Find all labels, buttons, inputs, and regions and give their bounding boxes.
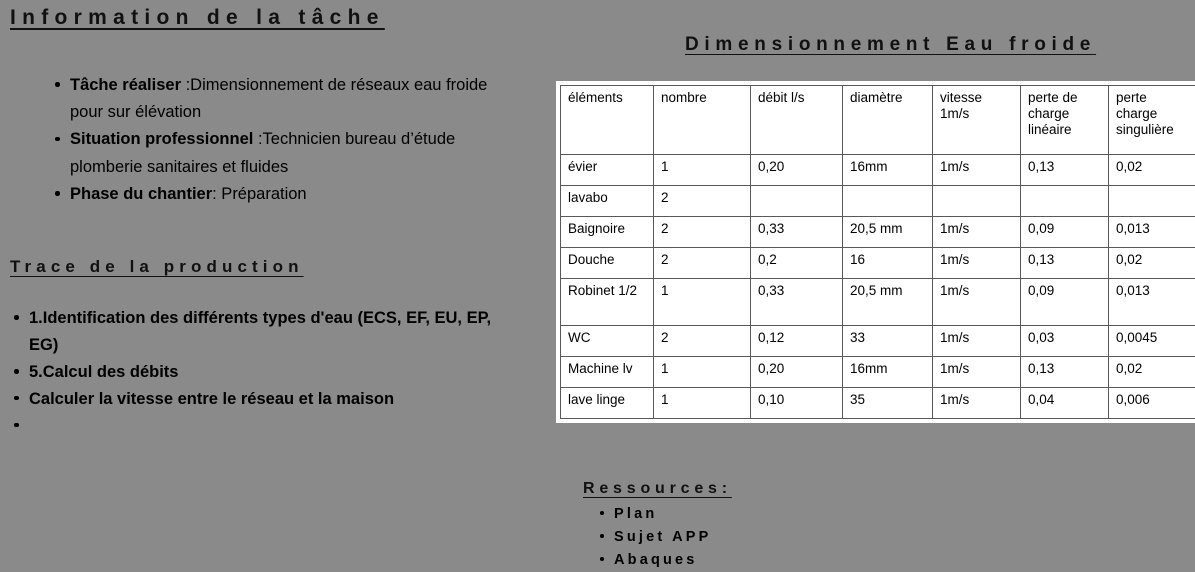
column-header: perte charge singulière <box>1109 86 1195 155</box>
table-row <box>561 388 1195 419</box>
task-info-list <box>53 72 523 208</box>
table-cell: 0,13 <box>1021 155 1109 186</box>
list-item: 5.Calcul des débits <box>12 359 522 386</box>
table-cell: 0,09 <box>1021 217 1109 248</box>
table-cell: 1 <box>654 357 751 388</box>
table-cell: 0,20 <box>751 357 843 388</box>
list-item: Abaques <box>598 549 898 572</box>
table-cell: évier <box>561 155 654 186</box>
table-cell: 16mm <box>843 357 933 388</box>
table-cell <box>751 186 843 217</box>
column-header: éléments <box>561 86 654 155</box>
table-cell: Robinet 1/2 <box>561 279 654 326</box>
table-cell: 0,13 <box>1021 248 1109 279</box>
table-row <box>561 155 1195 186</box>
table-cell: 1m/s <box>933 279 1021 326</box>
table-cell: 0,13 <box>1021 357 1109 388</box>
table-cell: 0,013 <box>1109 279 1195 326</box>
table-cell: 0,04 <box>1021 388 1109 419</box>
table-cell <box>1021 186 1109 217</box>
column-header: nombre <box>654 86 751 155</box>
table-cell: 0,09 <box>1021 279 1109 326</box>
task-info-item-0-rest: :Dimensionnement de réseaux eau froide pour sur élévation <box>70 76 487 121</box>
dimensioning-table <box>560 85 1195 419</box>
resources-heading: Ressources: <box>583 480 732 498</box>
table-cell: 1m/s <box>933 248 1021 279</box>
table-cell: 33 <box>843 326 933 357</box>
table-cell: 0,02 <box>1109 155 1195 186</box>
table-cell: 0,12 <box>751 326 843 357</box>
list-item: 1.Identification des différents types d'eau (ECS, EF, EU, EP, EG) <box>12 305 522 359</box>
table-cell: 20,5 mm <box>843 217 933 248</box>
list-item: Plan <box>598 503 898 526</box>
task-info-item-2-lead: Phase du chantier <box>70 185 212 203</box>
table-cell: lave linge <box>561 388 654 419</box>
table-row <box>561 357 1195 388</box>
table-cell: 0,10 <box>751 388 843 419</box>
table-cell: 0,33 <box>751 217 843 248</box>
table-row <box>561 326 1195 357</box>
table-cell: 0,33 <box>751 279 843 326</box>
table-cell: 0,02 <box>1109 248 1195 279</box>
table-row <box>561 279 1195 326</box>
table-cell: Machine lv <box>561 357 654 388</box>
task-info-item-1-rest: :Technicien bureau d’étude plomberie sanitaires et fluides <box>70 130 455 175</box>
column-header: vitesse 1m/s <box>933 86 1021 155</box>
table-cell: 1 <box>654 388 751 419</box>
task-info-item-0-lead: Tâche réaliser <box>70 76 181 94</box>
task-info-heading: Information de la tâche <box>10 6 385 30</box>
table-cell: 20,5 mm <box>843 279 933 326</box>
table-cell: 0,006 <box>1109 388 1195 419</box>
table-cell: 0,013 <box>1109 217 1195 248</box>
table-cell: Baignoire <box>561 217 654 248</box>
table-cell: 1 <box>654 155 751 186</box>
table-cell: 1m/s <box>933 388 1021 419</box>
table-row <box>561 217 1195 248</box>
table-header-row <box>561 86 1195 155</box>
table-cell: 2 <box>654 217 751 248</box>
list-item: Sujet APP <box>598 526 898 549</box>
table-cell: Douche <box>561 248 654 279</box>
production-list <box>12 305 522 413</box>
column-header: diamètre <box>843 86 933 155</box>
table-cell: 2 <box>654 326 751 357</box>
table-cell <box>933 186 1021 217</box>
table-cell: 1m/s <box>933 326 1021 357</box>
column-header: débit l/s <box>751 86 843 155</box>
dimensioning-heading: Dimensionnement Eau froide <box>685 34 1096 56</box>
list-item <box>53 72 523 126</box>
table-cell: 2 <box>654 248 751 279</box>
column-header: perte de charge linéaire <box>1021 86 1109 155</box>
table-cell: 0,20 <box>751 155 843 186</box>
table-row <box>561 248 1195 279</box>
table-cell: 16 <box>843 248 933 279</box>
table-cell: 0,2 <box>751 248 843 279</box>
table-cell <box>1109 186 1195 217</box>
task-info-item-2-rest: : Préparation <box>212 185 306 203</box>
table-cell: 0,0045 <box>1109 326 1195 357</box>
list-item <box>53 126 523 180</box>
table-cell: lavabo <box>561 186 654 217</box>
table-cell: 1m/s <box>933 155 1021 186</box>
resources-list <box>598 503 898 572</box>
table-cell: 1m/s <box>933 357 1021 388</box>
table-cell: 0,03 <box>1021 326 1109 357</box>
table-cell: 0,02 <box>1109 357 1195 388</box>
table-cell: WC <box>561 326 654 357</box>
table-cell: 2 <box>654 186 751 217</box>
table-cell: 16mm <box>843 155 933 186</box>
table-cell <box>843 186 933 217</box>
production-heading: Trace de la production <box>10 257 304 277</box>
table-row <box>561 186 1195 217</box>
table-cell: 1 <box>654 279 751 326</box>
table-cell: 35 <box>843 388 933 419</box>
list-item <box>53 181 523 208</box>
task-info-item-1-lead: Situation professionnel <box>70 130 253 148</box>
dimensioning-table-frame <box>556 81 1195 423</box>
list-item: Calculer la vitesse entre le réseau et la maison <box>12 386 522 413</box>
table-cell: 1m/s <box>933 217 1021 248</box>
